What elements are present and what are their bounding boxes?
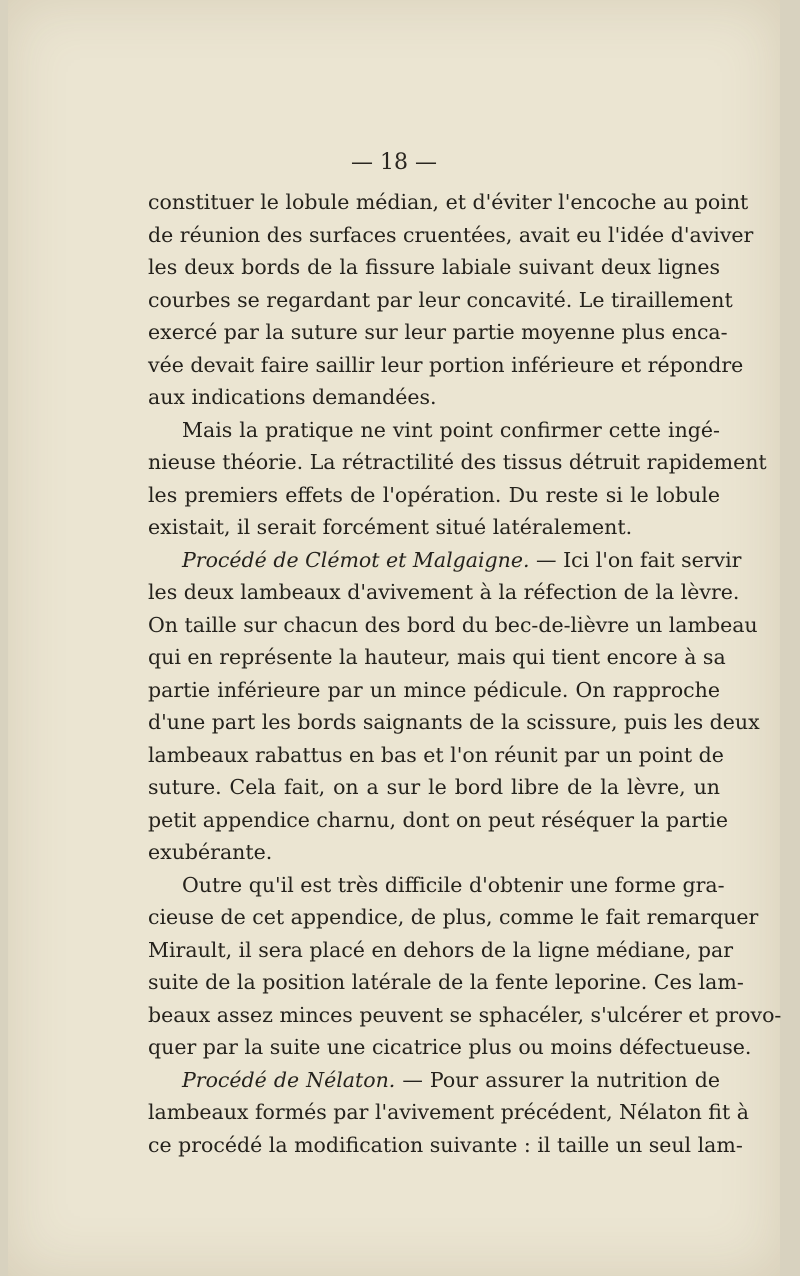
text-line: Outre qu'il est très difficile d'obtenir une forme gra- — [182, 872, 725, 897]
body-text — [148, 186, 782, 1161]
text-line: les deux bords de la fissure labiale suivant deux lignes — [148, 255, 720, 279]
text-line: les premiers effets de l'opération. Du reste si le lobule — [148, 482, 720, 507]
text-line: Mirault, il sera placé en dehors de la ligne médiane, par — [148, 937, 734, 962]
text-line: constituer le lobule médian, et d'éviter l'encoche au point — [148, 190, 749, 214]
book-page — [8, 0, 780, 1276]
text-line: nieuse théorie. La rétractilité des tissus détruit rapidement — [148, 450, 767, 474]
text-line: ce procédé la modification suivante : il taille un seul lam- — [148, 1132, 743, 1157]
text-line: existait, il serait forcément situé latéralement. — [148, 515, 633, 539]
text-run: — Ici l'on fait servir — [529, 547, 742, 572]
text-line: exercé par la suture sur leur partie moyenne plus enca- — [148, 320, 728, 344]
text-line: lambeaux rabattus en bas et l'on réunit par un point de — [148, 742, 724, 767]
text-line: lambeaux formés par l'avivement précédent, Nélaton fit à — [148, 1100, 749, 1124]
text-line: exubérante. — [148, 840, 273, 864]
page-number: — 18 — — [351, 150, 437, 175]
text-line: qui en représente la hauteur, mais qui tient encore à sa — [148, 645, 726, 669]
text-line: cieuse de cet appendice, de plus, comme le fait remarquer — [148, 905, 759, 929]
text-line: petit appendice charnu, dont on peut réséquer la partie — [148, 807, 728, 832]
text-line: courbes se regardant par leur concavité. Le tiraillement — [148, 287, 733, 312]
text-line: les deux lambeaux d'avivement à la réfection de la lèvre. — [148, 580, 740, 604]
text-line: suture. Cela fait, on a sur le bord libre de la lèvre, un — [148, 775, 720, 799]
procedure-heading: Procédé de Clémot et Malgaigne. — [182, 547, 530, 572]
text-line: partie inférieure par un mince pédicule. On rapproche — [148, 677, 720, 702]
procedure-heading: Procédé de Nélaton. — [182, 1067, 396, 1092]
text-line: On taille sur chacun des bord du bec-de-lièvre un lambeau — [148, 612, 758, 637]
text-line: suite de la position latérale de la fente leporine. Ces lam- — [148, 970, 744, 994]
text-line: d'une part les bords saignants de la scissure, puis les deux — [148, 710, 760, 734]
text-line: aux indications demandées. — [148, 385, 437, 409]
text-line: quer par la suite une cicatrice plus ou moins défectueuse. — [148, 1035, 752, 1059]
text-line — [148, 544, 742, 577]
text-run: — Pour assurer la nutrition de — [395, 1067, 720, 1092]
text-line: Mais la pratique ne vint point confirmer cette ingé- — [182, 417, 720, 442]
text-line: de réunion des surfaces cruentées, avait eu l'idée d'aviver — [148, 222, 754, 247]
text-line: vée devait faire saillir leur portion inférieure et répondre — [148, 352, 744, 377]
text-line: beaux assez minces peuvent se sphacéler, s'ulcérer et provo- — [148, 1002, 782, 1027]
text-line — [148, 1064, 720, 1097]
